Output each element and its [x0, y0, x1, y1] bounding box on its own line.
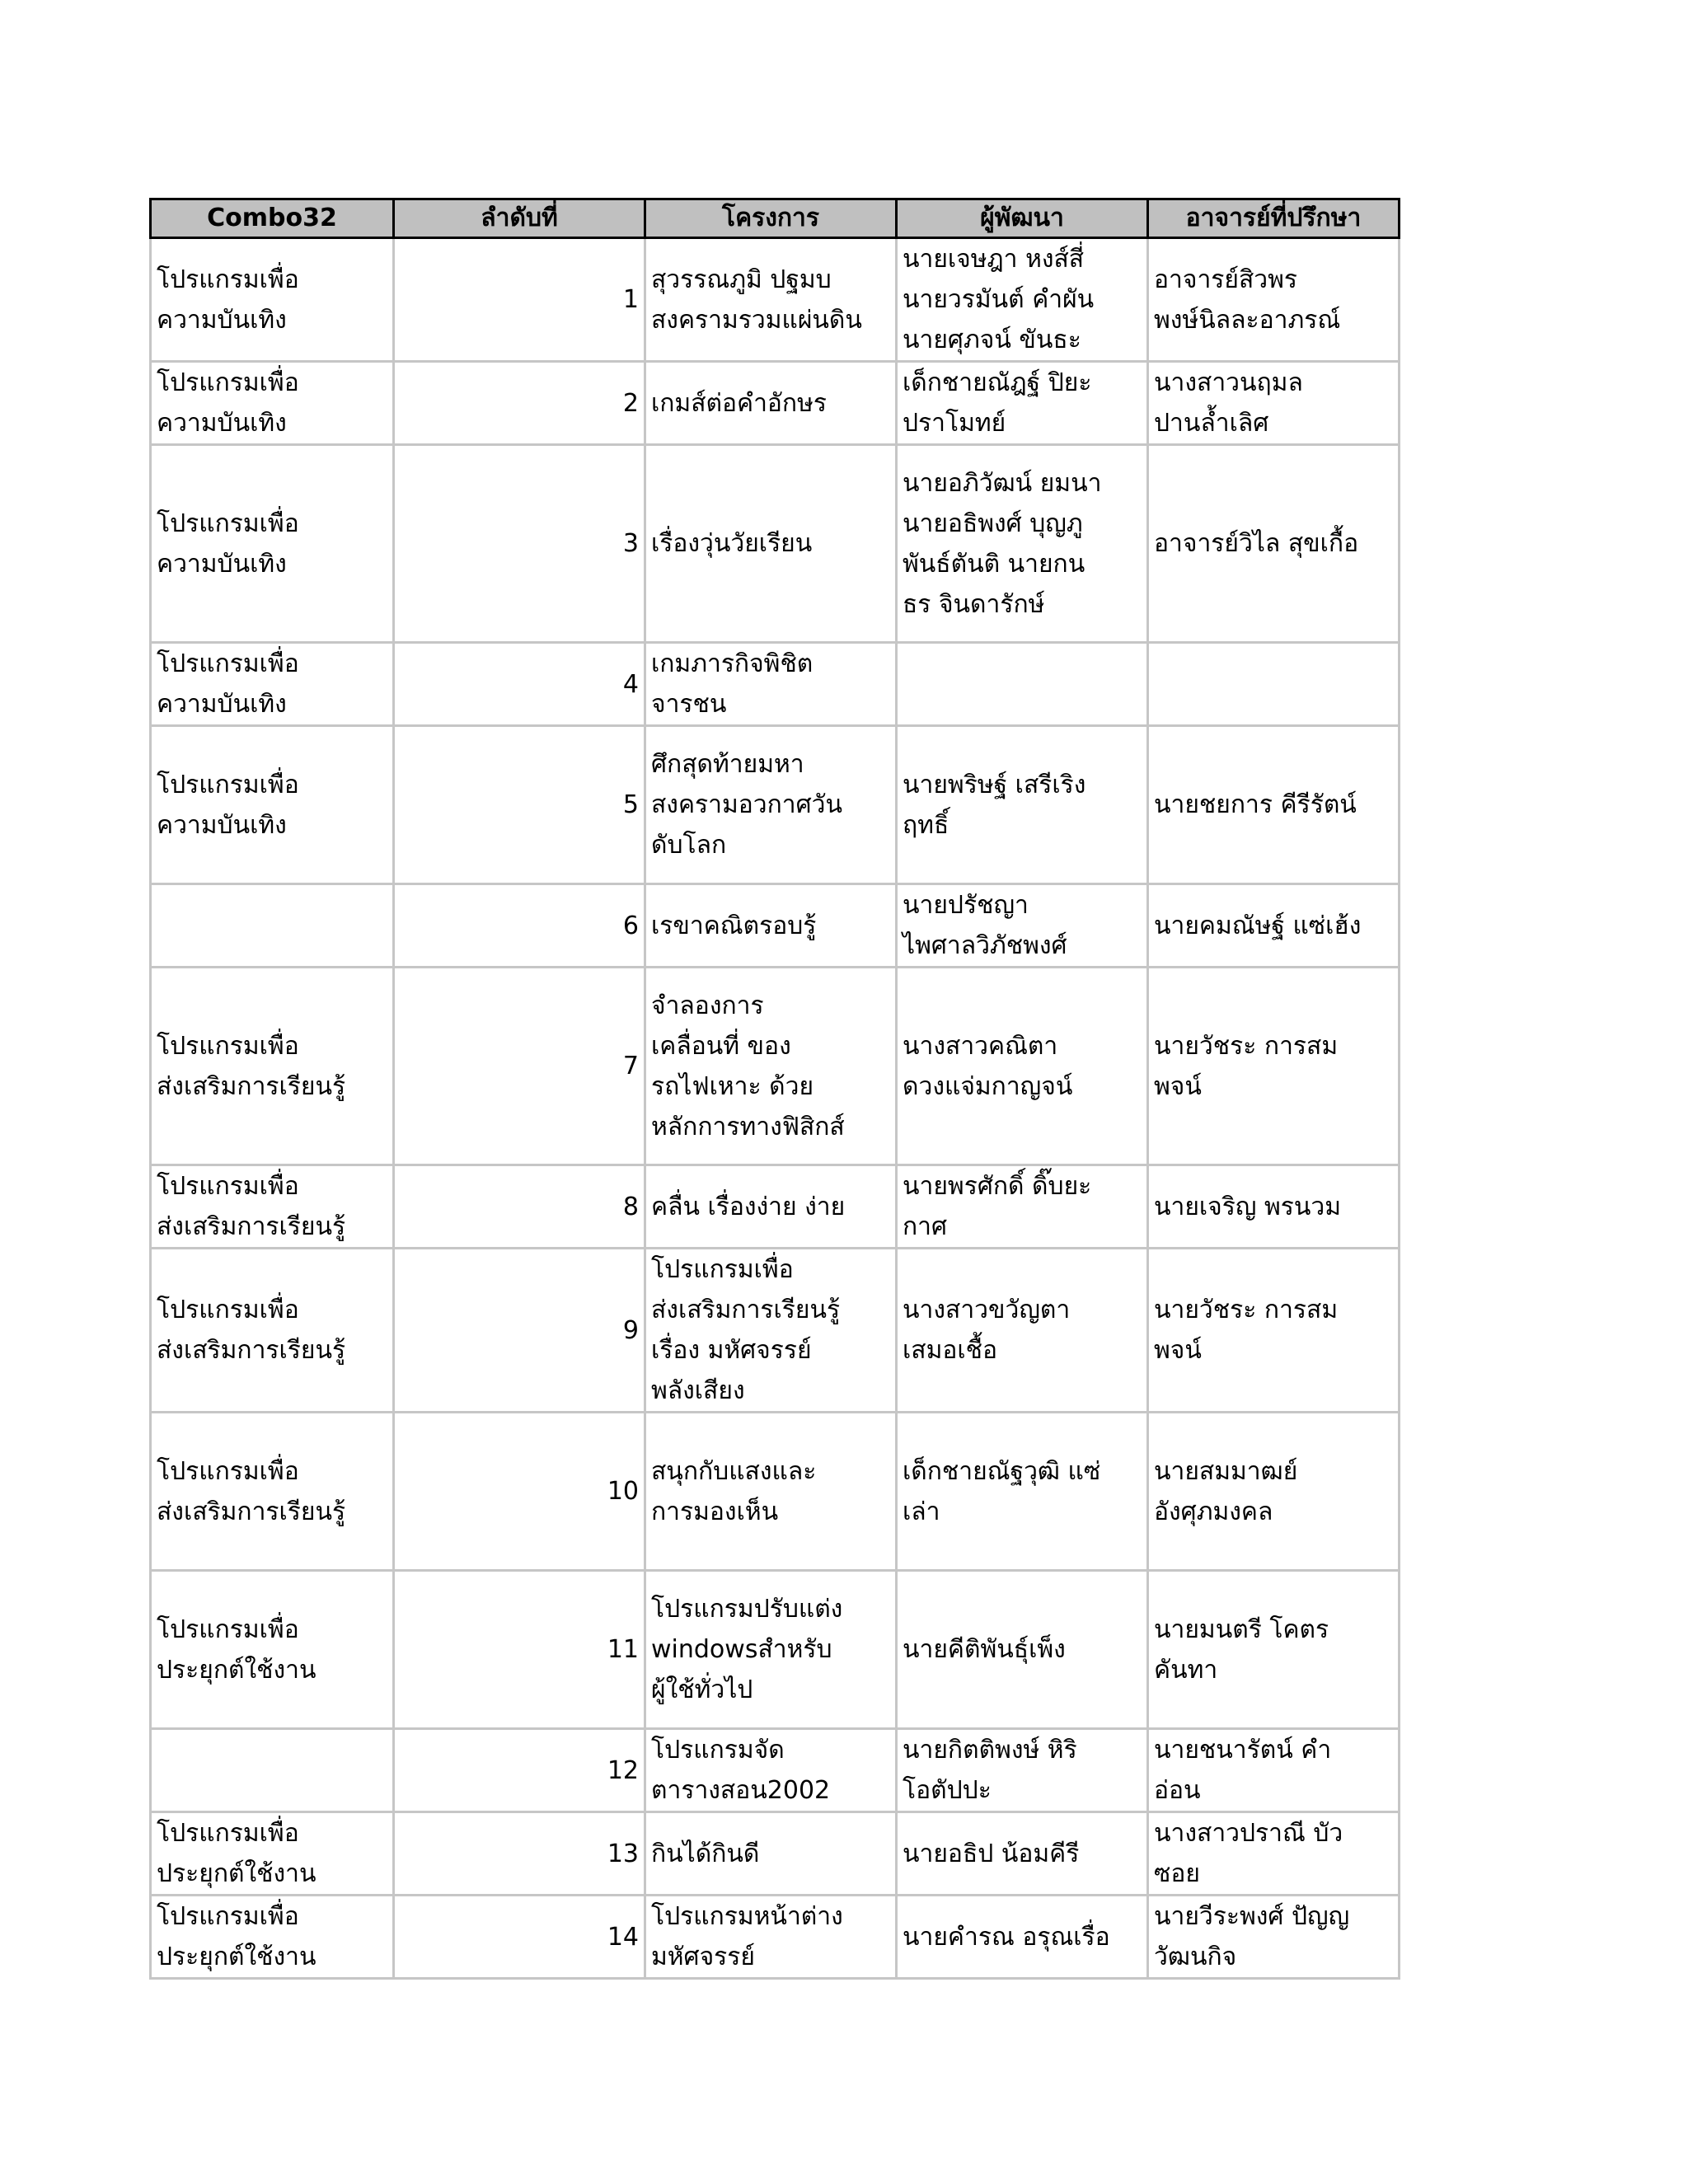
category-cell: โปรแกรมเพื่อ ประยุกต์ใช้งาน [151, 1571, 394, 1729]
project-cell: จำลองการ เคลื่อนที่ ของ รถไฟเหาะ ด้วย หลักการทางฟิสิกส์ [645, 968, 897, 1165]
project-cell: สนุกกับแสงและ การมองเห็น [645, 1413, 897, 1571]
number-cell: 14 [394, 1896, 645, 1979]
developer-cell: นายพรศักดิ์ ดิ๊บยะ กาศ [897, 1165, 1148, 1249]
project-cell: เกมภารกิจพิชิต จารชน [645, 643, 897, 726]
number-cell: 12 [394, 1729, 645, 1812]
category-cell: โปรแกรมเพื่อ ประยุกต์ใช้งาน [151, 1896, 394, 1979]
table-row [151, 1413, 1400, 1571]
table-row [151, 968, 1400, 1165]
table-row [151, 1896, 1400, 1979]
advisor-cell: นายชยการ คีรีรัตน์ [1148, 726, 1400, 884]
header-project: โครงการ [645, 199, 897, 238]
developer-cell: นายเจษฎา หงส์สี่ นายวรมันต์ คำผัน นายศุภจน์ ขันธะ [897, 238, 1148, 362]
category-cell: โปรแกรมเพื่อ ส่งเสริมการเรียนรู้ [151, 1249, 394, 1413]
project-cell: โปรแกรมจัด ตารางสอน2002 [645, 1729, 897, 1812]
project-cell: โปรแกรมเพื่อ ส่งเสริมการเรียนรู้ เรื่อง มหัศจรรย์ พลังเสียง [645, 1249, 897, 1413]
advisor-cell: นายเจริญ พรนวม [1148, 1165, 1400, 1249]
table-row [151, 1165, 1400, 1249]
category-cell: โปรแกรมเพื่อ ความบันเทิง [151, 238, 394, 362]
category-cell: โปรแกรมเพื่อ ความบันเทิง [151, 362, 394, 445]
category-cell: โปรแกรมเพื่อ ความบันเทิง [151, 643, 394, 726]
header-number: ลำดับที่ [394, 199, 645, 238]
header-combo32: Combo32 [151, 199, 394, 238]
table-row [151, 445, 1400, 643]
table-row [151, 643, 1400, 726]
advisor-cell: อาจารย์สิวพร พงษ์นิลละอาภรณ์ [1148, 238, 1400, 362]
header-developer: ผู้พัฒนา [897, 199, 1148, 238]
category-cell: โปรแกรมเพื่อ ส่งเสริมการเรียนรู้ [151, 968, 394, 1165]
advisor-cell: อาจารย์วิไล สุขเกื้อ [1148, 445, 1400, 643]
table-row [151, 1812, 1400, 1896]
developer-cell: นางสาวขวัญตา เสมอเชื้อ [897, 1249, 1148, 1413]
project-cell: โปรแกรมปรับแต่ง windowsสำหรับ ผู้ใช้ทั่วไป [645, 1571, 897, 1729]
developer-cell [897, 643, 1148, 726]
number-cell: 10 [394, 1413, 645, 1571]
header-advisor: อาจารย์ที่ปรึกษา [1148, 199, 1400, 238]
advisor-cell: นางสาวปราณี บัว ซอย [1148, 1812, 1400, 1896]
developer-cell: เด็กชายณัฎฐ์ ปิยะ ปราโมทย์ [897, 362, 1148, 445]
table-row [151, 1571, 1400, 1729]
advisor-cell: นายวัชระ การสม พจน์ [1148, 968, 1400, 1165]
table-row [151, 884, 1400, 968]
developer-cell: นางสาวคณิตา ดวงแจ่มกาญจน์ [897, 968, 1148, 1165]
number-cell: 6 [394, 884, 645, 968]
table-row [151, 238, 1400, 362]
category-cell: โปรแกรมเพื่อ ประยุกต์ใช้งาน [151, 1812, 394, 1896]
developer-cell: นายคำรณ อรุณเรื่อ [897, 1896, 1148, 1979]
table-row [151, 726, 1400, 884]
project-cell: กินได้กินดี [645, 1812, 897, 1896]
project-cell: โปรแกรมหน้าต่าง มหัศจรรย์ [645, 1896, 897, 1979]
number-cell: 3 [394, 445, 645, 643]
developer-cell: นายปรัชญา ไพศาลวิภัชพงศ์ [897, 884, 1148, 968]
advisor-cell: นายมนตรี โคตร คันทา [1148, 1571, 1400, 1729]
developer-cell: เด็กชายณัฐวุฒิ แซ่ เล่า [897, 1413, 1148, 1571]
number-cell: 2 [394, 362, 645, 445]
number-cell: 4 [394, 643, 645, 726]
number-cell: 11 [394, 1571, 645, 1729]
category-cell: โปรแกรมเพื่อ ความบันเทิง [151, 726, 394, 884]
advisor-cell [1148, 643, 1400, 726]
category-cell: โปรแกรมเพื่อ ส่งเสริมการเรียนรู้ [151, 1413, 394, 1571]
advisor-cell: นายชนารัตน์ คำ อ่อน [1148, 1729, 1400, 1812]
developer-cell: นายอภิวัฒน์ ยมนา นายอธิพงศ์ บุญภู พันธ์ตันติ นายกน ธร จินดารักษ์ [897, 445, 1148, 643]
project-cell: สุวรรณภูมิ ปฐมบ สงครามรวมแผ่นดิน [645, 238, 897, 362]
number-cell: 13 [394, 1812, 645, 1896]
advisor-cell: นายวัชระ การสม พจน์ [1148, 1249, 1400, 1413]
advisor-cell: นายวีระพงศ์ ปัญญ วัฒนกิจ [1148, 1896, 1400, 1979]
category-cell: โปรแกรมเพื่อ ส่งเสริมการเรียนรู้ [151, 1165, 394, 1249]
table-row [151, 1729, 1400, 1812]
projects-table [149, 198, 1400, 1980]
category-cell [151, 1729, 394, 1812]
project-cell: คลื่น เรื่องง่าย ง่าย [645, 1165, 897, 1249]
number-cell: 5 [394, 726, 645, 884]
number-cell: 1 [394, 238, 645, 362]
table-row [151, 1249, 1400, 1413]
advisor-cell: นายสมมาฒย์ อังศุภมงคล [1148, 1413, 1400, 1571]
header-row [151, 199, 1400, 238]
project-cell: เรขาคณิตรอบรู้ [645, 884, 897, 968]
developer-cell: นายพริษฐ์ เสรีเริง ฤทธิ์ [897, 726, 1148, 884]
number-cell: 7 [394, 968, 645, 1165]
table-row [151, 362, 1400, 445]
advisor-cell: นางสาวนฤมล ปานล้ำเลิศ [1148, 362, 1400, 445]
developer-cell: นายอธิป น้อมคีรี [897, 1812, 1148, 1896]
developer-cell: นายกิตติพงษ์ หิริ โอตัปปะ [897, 1729, 1148, 1812]
project-cell: เกมส์ต่อคำอักษร [645, 362, 897, 445]
advisor-cell: นายคมณัษฐ์ แซ่เฮ้ง [1148, 884, 1400, 968]
category-cell [151, 884, 394, 968]
number-cell: 8 [394, 1165, 645, 1249]
project-cell: ศึกสุดท้ายมหา สงครามอวกาศวัน ดับโลก [645, 726, 897, 884]
number-cell: 9 [394, 1249, 645, 1413]
category-cell: โปรแกรมเพื่อ ความบันเทิง [151, 445, 394, 643]
project-cell: เรื่องวุ่นวัยเรียน [645, 445, 897, 643]
developer-cell: นายคีติพันธุ์เพ็ง [897, 1571, 1148, 1729]
